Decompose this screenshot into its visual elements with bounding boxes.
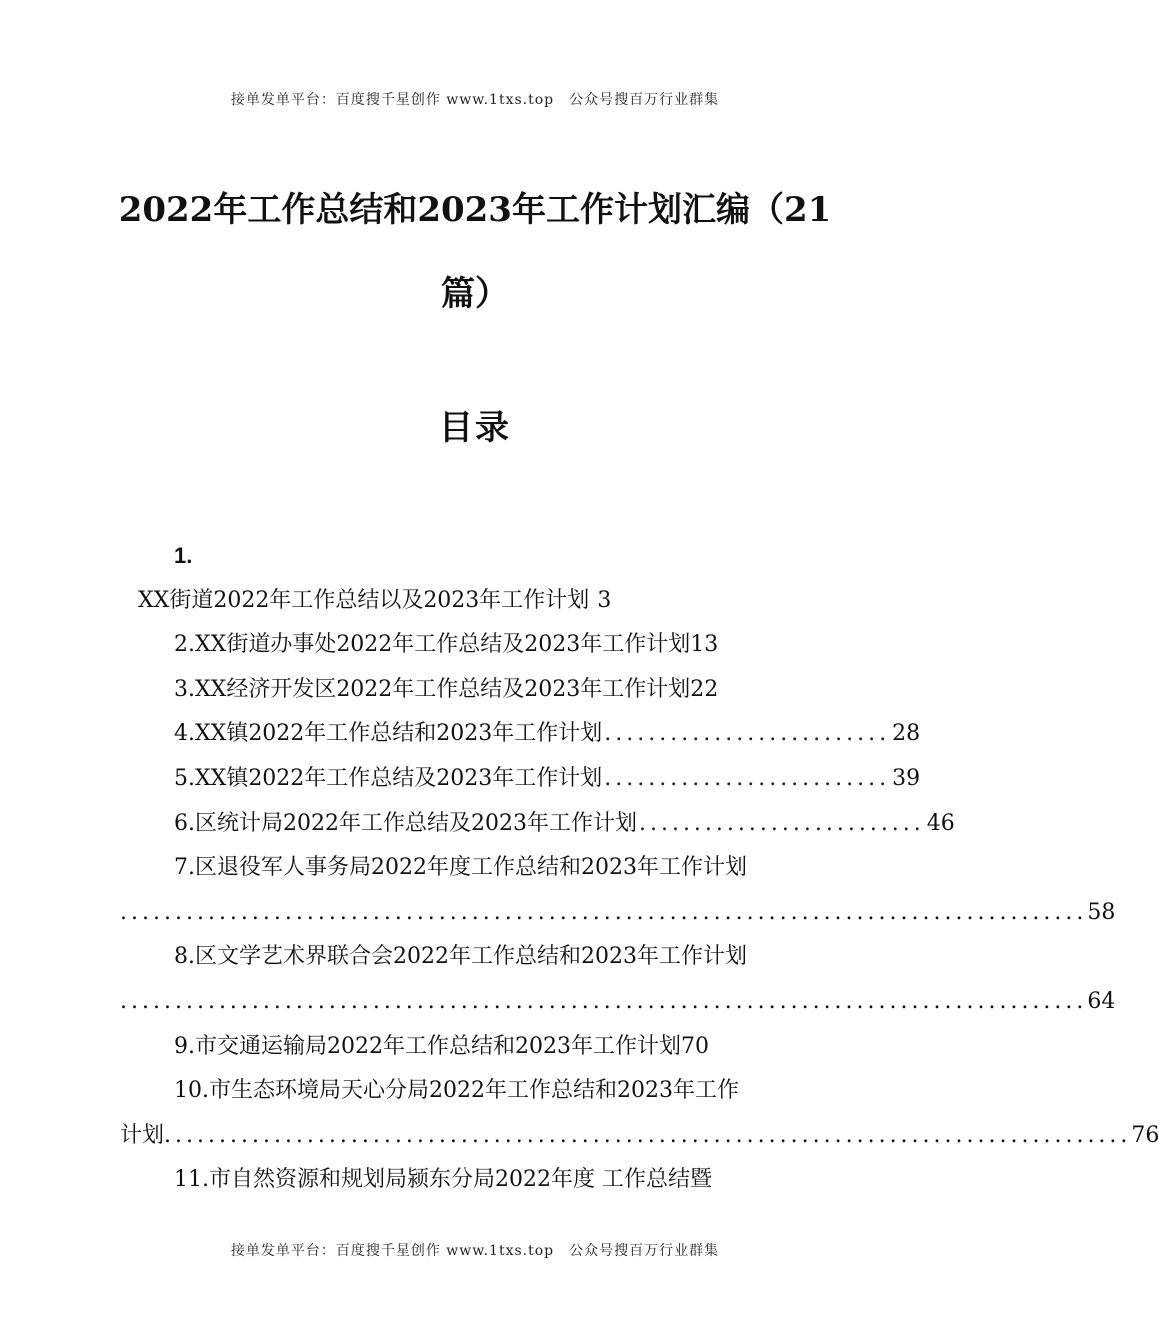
toc-entry-11-text: 11.市自然资源和规划局颍东分局2022年度 工作总结暨 <box>174 1167 712 1193</box>
toc-heading: 目录 <box>439 408 511 448</box>
toc-entry-1-text: XX街道2022年工作总结以及2023年工作计划 <box>138 587 590 613</box>
toc-entry-5-leader: .......................... <box>604 765 891 791</box>
toc-entry-10-page: 76 <box>1131 1122 1159 1148</box>
toc-entry-11[interactable] <box>120 1158 836 1203</box>
toc-entry-1-page: 3 <box>597 587 612 613</box>
toc-entry-7-leader: ........................................................................................ <box>120 899 1088 925</box>
toc-entry-6-page: 46 <box>926 810 955 836</box>
toc-entry-6-leader: .......................... <box>638 810 925 836</box>
toc-entry-4-leader: .......................... <box>604 721 891 747</box>
toc-entry-8-page: 64 <box>1087 988 1116 1014</box>
toc-entry-4[interactable] <box>120 712 921 757</box>
toc-entry-5-text: 5.XX镇2022年工作总结及2023年工作计划 <box>174 765 603 791</box>
toc-entry-4-text: 4.XX镇2022年工作总结和2023年工作计划 <box>174 721 603 747</box>
footer-watermark: 接单发单平台：百度搜千星创作 www.1txs.top 公众号搜百万行业群集 <box>230 1243 720 1259</box>
toc-entry-10-continuation[interactable] <box>120 1114 1159 1159</box>
document-title: 2022年工作总结和2023年工作计划汇编（21篇） <box>118 190 832 314</box>
toc-entry-7[interactable] <box>120 846 836 891</box>
toc-entry-3-text: 3.XX经济开发区2022年工作总结及2023年工作计划 <box>174 676 691 702</box>
toc-entry-10[interactable] <box>120 1069 836 1114</box>
toc-entry-9-page: 70 <box>680 1033 709 1059</box>
toc-entry-10-text: 10.市生态环境局天心分局2022年工作总结和2023年工作 <box>174 1078 739 1104</box>
toc-entry-9[interactable] <box>120 1025 836 1070</box>
toc-entry-5-page: 39 <box>892 765 921 791</box>
toc-entry-1[interactable] <box>120 579 836 624</box>
toc-entry-5[interactable] <box>120 757 921 802</box>
toc-entry-2[interactable] <box>120 623 836 668</box>
toc-entry-6[interactable] <box>120 802 955 847</box>
toc-entry-8[interactable] <box>120 935 836 980</box>
toc-entry-8-leader: ........................................................................................ <box>120 988 1088 1014</box>
toc-entry-2-page: 13 <box>690 632 719 658</box>
toc-entry-7-continuation[interactable] <box>120 891 1116 936</box>
toc-entry-9-text: 9.市交通运输局2022年工作总结和2023年工作计划 <box>174 1033 681 1059</box>
toc-entry-1-number: 1. <box>174 543 193 568</box>
toc-entry-10-cont-text: 计划 <box>120 1122 165 1148</box>
header-watermark: 接单发单平台：百度搜千星创作 www.1txs.top 公众号搜百万行业群集 <box>230 92 720 108</box>
toc-entry-8-text: 8.区文学艺术界联合会2022年工作总结和2023年工作计划 <box>174 944 747 970</box>
toc-entry-7-text: 7.区退役军人事务局2022年度工作总结和2023年工作计划 <box>174 855 747 881</box>
toc-entry-7-page: 58 <box>1087 899 1116 925</box>
toc-entry-4-page: 28 <box>892 721 921 747</box>
toc-entry-10-leader: ........................................................................................ <box>164 1122 1132 1148</box>
toc-entry-3-page: 22 <box>690 676 719 702</box>
table-of-contents <box>120 534 1159 1203</box>
toc-entry-3[interactable] <box>120 668 836 713</box>
toc-entry-6-text: 6.区统计局2022年工作总结及2023年工作计划 <box>174 810 637 836</box>
toc-entry-8-continuation[interactable] <box>120 980 1116 1025</box>
toc-entry-2-text: 2.XX街道办事处2022年工作总结及2023年工作计划 <box>174 632 691 658</box>
